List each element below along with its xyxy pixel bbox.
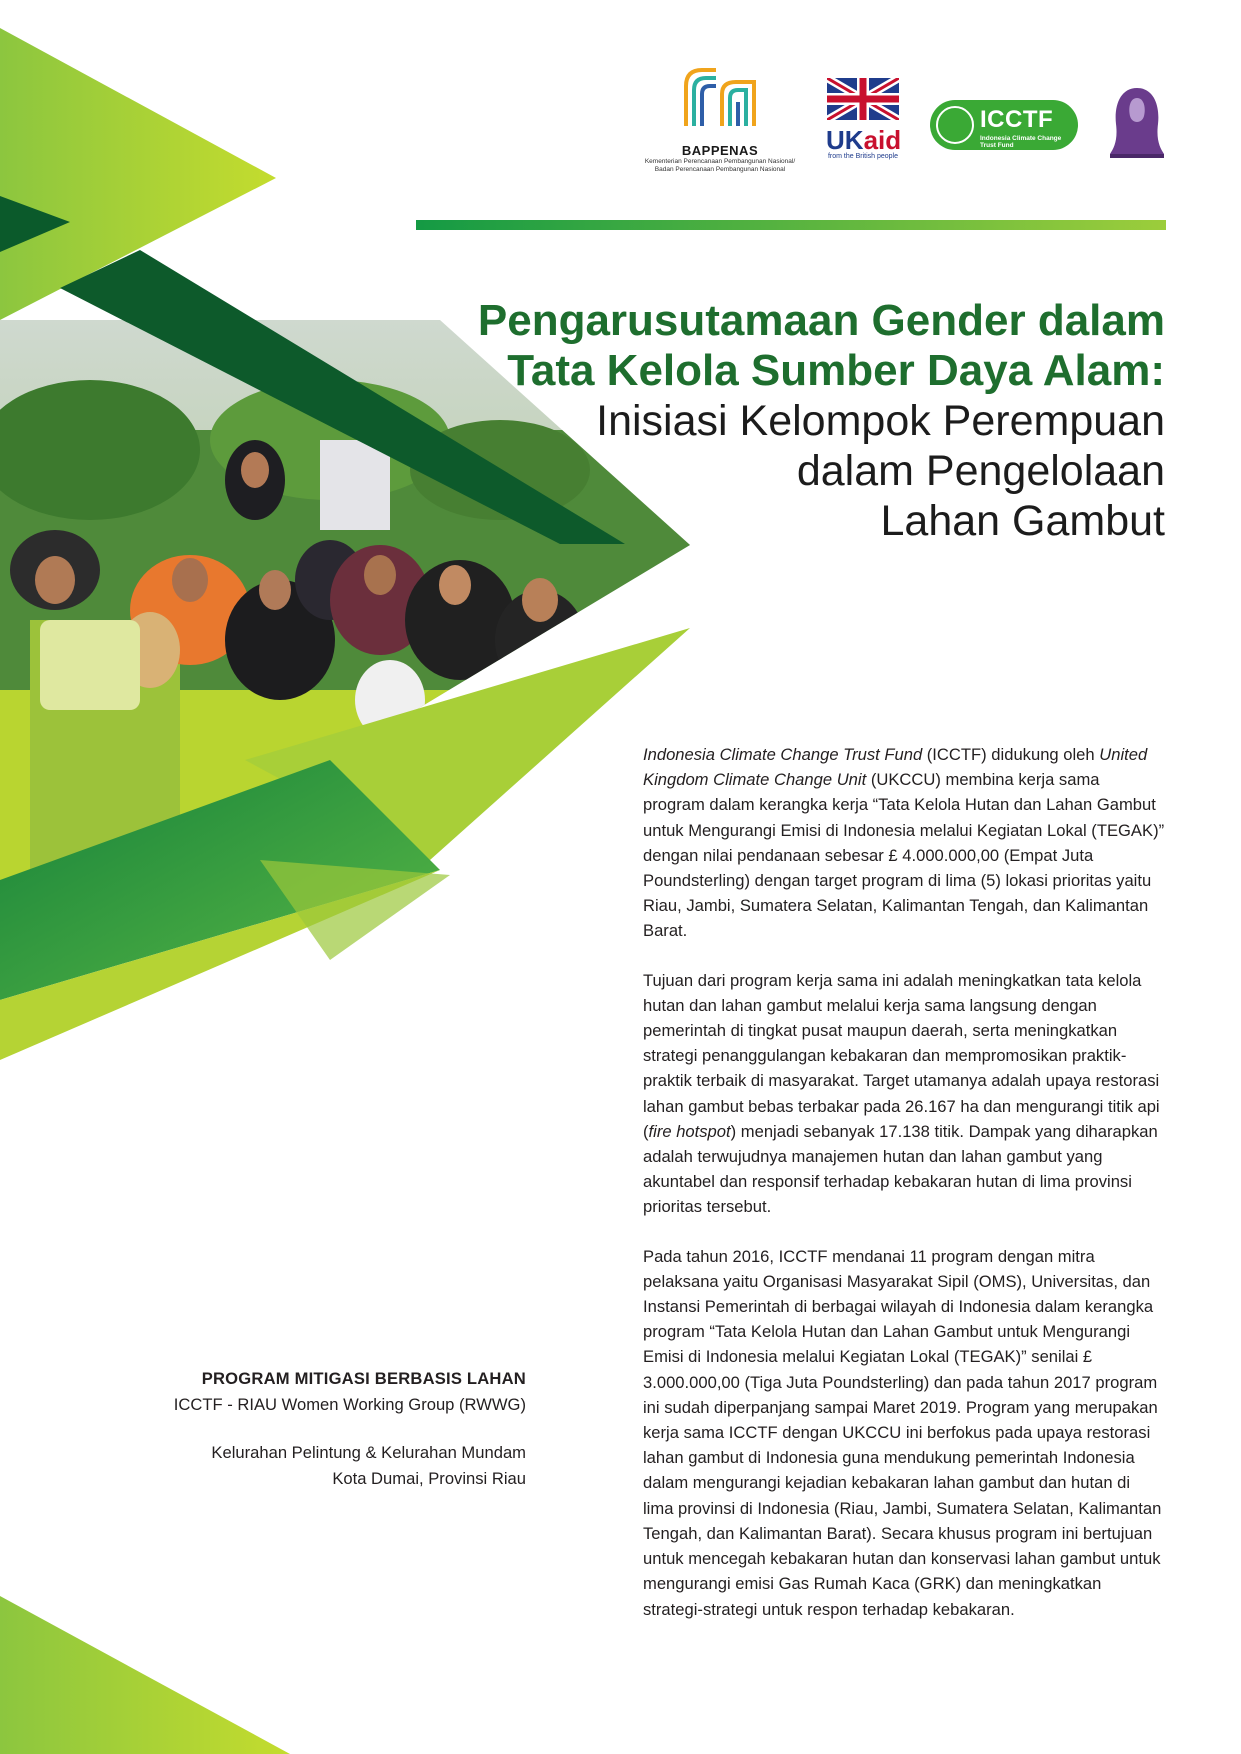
bottom-lime-triangle [0, 1596, 290, 1754]
paragraph-3: Pada tahun 2016, ICCTF mendanai 11 program dengan mitra pelaksana yaitu Organisasi Masyarakat Sipil (OMS), Universitas, dan Instansi Pemerintah di berbagai wilayah di Indonesia dalam kerangka program “Tata Kelola Hutan dan Lahan Gambut untuk Mengurangi Emisi di Indonesia melalui Kegiatan Lokal (TEGAK)” senilai £ 3.000.000,00 (Tiga Juta Poundsterling) dan pada tahun 2017 program ini sudah diperpanjang sampai Maret 2019. Program yang merupakan kerja sama ICCTF dengan UKCCU ini berfokus pada upaya restorasi lahan gambut di Indonesia guna mendukung pemerintah Indonesia dalam mengurangi kejadian kebakaran lahan gambut dan hutan di lima provinsi di Indonesia (Riau, Jambi, Sumatera Selatan, Kalimantan Tengah, dan Kalimantan Barat). Secara khusus program ini bertujuan untuk mencegah kebakaran hutan dan konservasi lahan gambut untuk mengurangi emisi Gas Rumah Kaca (GRK) dan meningkatkan strategi-strategi untuk respon terhadap kebakaran. [643, 1246, 1162, 1619]
icctf-logo [930, 100, 1078, 150]
bappenas-mark-icon [676, 62, 764, 132]
program-location-1: Kelurahan Pelintung & Kelurahan Mundam [211, 1443, 526, 1462]
ukaid-logo [826, 78, 900, 162]
subtitle-line-3: Lahan Gambut [880, 497, 1165, 545]
bappenas-logo [640, 62, 800, 192]
woman-silhouette-icon [1106, 84, 1168, 160]
title-bold-line-1: Pengarusutamaan Gender dalam [477, 296, 1165, 345]
bappenas-sub-1: Kementerian Perencanaan Pembangunan Nasional/ [644, 158, 796, 165]
bappenas-sub-2: Badan Perencanaan Pembangunan Nasional [654, 166, 786, 173]
paragraph-1: Indonesia Climate Change Trust Fund (ICCTF) didukung oleh United Kingdom Climate Change Unit (UKCCU) membina kerja sama program dalam kerangka kerja “Tata Kelola Hutan dan Lahan Gambut untuk Mengurangi Emisi di Indonesia melalui Kegiatan Lokal (TEGAK)” dengan nilai pendanaan sebesar £ 4.000.000,00 (Empat Juta Poundsterling) dengan target program di lima (5) lokasi prioritas yaitu Riau, Jambi, Sumatera Selatan, Kalimantan Tengah, dan Kalimantan Barat. [643, 745, 1165, 941]
union-jack-icon [827, 78, 899, 120]
paragraph-2: Tujuan dari program kerja sama ini adalah meningkatkan tata kelola hutan dan lahan gambut melalui kerja sama langsung dengan pemerintah di tingkat pusat maupun daerah, serta meningkatkan strategi penanggulangan kebakaran dan mempromosikan praktik-praktik terbaik di masyarakat. Target utamanya adalah upaya restorasi lahan gambut bebas terbakar pada 26.167 ha dan mengurangi titik api (fire hotspot) menjadi sebanyak 17.138 titik. Dampak yang diharapkan adalah terwujudnya manajemen hutan dan lahan gambut yang akuntabel dan responsif terhadap kebakaran hutan di lima provinsi prioritas tersebut. [643, 970, 1160, 1217]
program-heading: PROGRAM MITIGASI BERBASIS LAHAN [201, 1369, 526, 1388]
body-text [643, 742, 1165, 1646]
icctf-name: ICCTF [980, 106, 1054, 133]
program-partner: ICCTF - RIAU Women Working Group (RWWG) [173, 1395, 526, 1414]
globe-icon [936, 106, 974, 144]
ukaid-tagline: from the British people [827, 153, 899, 160]
ukaid-wordmark: UKaid [826, 125, 902, 155]
program-location-2: Kota Dumai, Provinsi Riau [332, 1469, 526, 1488]
icctf-subtitle: Indonesia Climate Change Trust Fund [980, 135, 1062, 149]
subtitle-line-2: dalam Pengelolaan [796, 447, 1165, 495]
program-info [106, 1366, 526, 1492]
subtitle-line-1: Inisiasi Kelompok Perempuan [596, 397, 1165, 445]
title-bold-line-2: Tata Kelola Sumber Daya Alam: [507, 346, 1165, 395]
rwwg-logo [1106, 84, 1168, 160]
header-divider [416, 220, 1166, 230]
page-title [405, 296, 1165, 546]
bappenas-name: BAPPENAS [681, 143, 759, 158]
